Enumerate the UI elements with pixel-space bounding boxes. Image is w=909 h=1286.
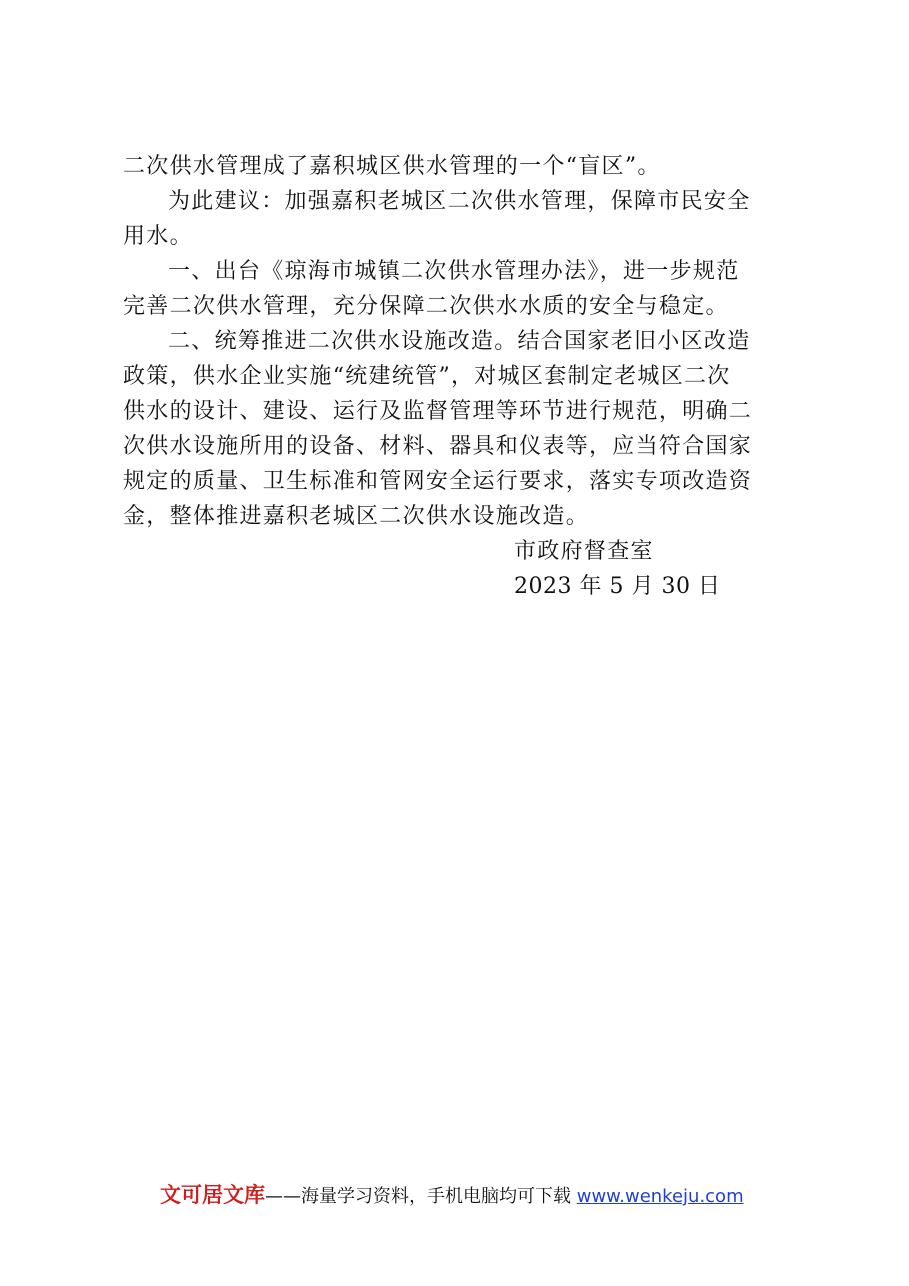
footer-link[interactable]: www.wenkeju.com [576,1186,744,1207]
body-line-7: 政策，供水企业实施“统建统管”，对城区套制定老城区二次 [123,364,731,389]
body-line-2: 为此建议：加强嘉积老城区二次供水管理，保障市民安全 [168,189,751,214]
footer-brand: 文可居文库 [160,1183,265,1207]
signature-office: 市政府督查室 [514,539,654,564]
body-line-11: 金，整体推进嘉积老城区二次供水设施改造。 [123,504,590,529]
footer-banner [160,1180,780,1212]
signature-date: 2023 年 5 月 30 日 [514,574,721,599]
body-line-10: 规定的质量、卫生标准和管网安全运行要求，落实专项改造资 [123,469,753,494]
body-line-5: 完善二次供水管理，充分保障二次供水水质的安全与稳定。 [123,294,729,319]
body-line-3: 用水。 [123,224,193,249]
body-line-6: 二、统筹推进二次供水设施改造。结合国家老旧小区改造 [168,329,751,354]
body-line-8: 供水的设计、建设、运行及监督管理等环节进行规范，明确二 [123,399,753,424]
body-line-4: 一、出台《琼海市城镇二次供水管理办法》，进一步规范 [168,259,740,284]
body-line-9: 次供水设施所用的设备、材料、器具和仪表等，应当符合国家 [123,434,753,459]
footer-slogan: ——海量学习资料，手机电脑均可下载 [265,1186,571,1207]
body-line-1: 二次供水管理成了嘉积城区供水管理的一个“盲区”。 [123,154,661,179]
